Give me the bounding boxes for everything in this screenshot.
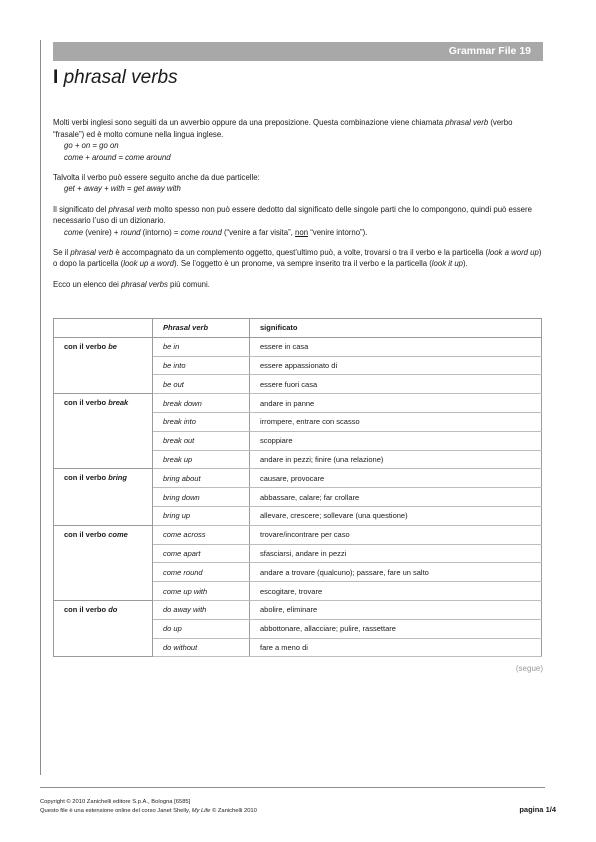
page-number: pagina 1/4 [519,805,556,814]
header-empty-cell [54,319,153,338]
meaning-cell: irrompere, entrare con scasso [250,412,542,431]
phrasal-verb-cell: break out [153,431,250,450]
example-come-round: come (venire) + round (intorno) = come round (“venire a far visita”, non “venire intorno”). [64,227,368,237]
phrasal-verbs-table [53,318,542,657]
phrasal-verb-cell: break down [153,394,250,413]
table-row [54,525,542,544]
phrasal-verb-cell: bring down [153,488,250,507]
meaning-cell: essere appassionato di [250,356,542,375]
meaning-cell: allevare, crescere; sollevare (una questione) [250,506,542,525]
intro-paragraph-1: Molti verbi inglesi sono seguiti da un avverbio oppure da una preposizione. Questa combinazione viene chiamata phrasal verb (verbo “frasale”) ed è molto comune nella lingua inglese. go + on = go on come + around = come around [53,118,513,162]
header-meaning: significato [250,319,542,338]
table-body [54,337,542,657]
phrasal-verb-cell: bring about [153,469,250,488]
footer-rule [40,787,545,788]
phrasal-verb-cell: be into [153,356,250,375]
meaning-cell: andare a trovare (qualcuno); passare, fare un salto [250,563,542,582]
meaning-cell: escogitare, trovare [250,582,542,601]
table-row [54,469,542,488]
meaning-cell: andare in pezzi; finire (una relazione) [250,450,542,469]
phrasal-verb-cell: come across [153,525,250,544]
phrasal-verb-cell: do up [153,619,250,638]
meaning-cell: abbottonare, allacciare; pulire, rassettare [250,619,542,638]
copyright-line: Copyright © 2010 Zanichelli editore S.p.A., Bologna [6585] [40,799,191,805]
course-line: Questo file è una estensione online del corso Janet Shelly, My Life © Zanichelli 2010 [40,807,257,814]
meaning-cell: andare in panne [250,394,542,413]
phrasal-verb-cell: break into [153,412,250,431]
meaning-cell: causare, provocare [250,469,542,488]
intro-paragraph-5: Ecco un elenco dei phrasal verbs più comuni. [53,279,210,289]
verb-group-label: con il verbo bring [54,469,153,525]
phrasal-verb-cell: bring up [153,506,250,525]
example-come-around: come + around = come around [64,152,171,162]
verb-group-label: con il verbo break [54,394,153,469]
phrasal-verb-cell: break up [153,450,250,469]
intro-text [53,117,545,299]
verb-group-label: con il verbo come [54,525,153,600]
phrasal-verb-cell: do without [153,638,250,657]
phrasal-verb-cell: come round [153,563,250,582]
meaning-cell: abolire, eliminare [250,600,542,619]
meaning-cell: essere in casa [250,337,542,356]
meaning-cell: abbassare, calare; far crollare [250,488,542,507]
example-get-away-with: get + away + with = get away with [64,184,181,194]
page-title [53,66,178,90]
phrasal-verb-cell: do away with [153,600,250,619]
meaning-cell: fare a meno di [250,638,542,657]
intro-paragraph-4: Se il phrasal verb è accompagnato da un complemento oggetto, quest’ultimo può, a volte, trovarsi o tra il verbo e la particella (look a word up) o dopo la particella (look up a word). Se l’oggetto è un pronome, va sempre inserito tra il verbo e la particella (look it up). [53,247,542,269]
verb-group-label: con il verbo be [54,337,153,393]
header-phrasal-verb: Phrasal verb [153,319,250,338]
meaning-cell: sfasciarsi, andare in pezzi [250,544,542,563]
title-prefix: I [53,67,59,88]
meaning-cell: essere fuori casa [250,375,542,394]
table-header-row [54,319,542,338]
example-go-on: go + on = go on [64,141,119,151]
meaning-cell: scoppiare [250,431,542,450]
phrasal-verb-cell: come apart [153,544,250,563]
grammar-file-banner: Grammar File 19 [53,42,543,61]
phrasal-verb-cell: come up with [153,582,250,601]
table-row [54,394,542,413]
verb-group-label: con il verbo do [54,600,153,656]
table-row [54,337,542,356]
phrasal-verb-cell: be out [153,375,250,394]
continued-note: (segue) [515,664,543,673]
title-italic: phrasal verbs [63,67,178,88]
phrasal-verb-cell: be in [153,337,250,356]
intro-paragraph-3: Il significato del phrasal verb molto spesso non può essere dedotto dal significato delle singole parti che lo compongono, quindi può essere necessario l’uso di un dizionario. come (venire) + round (intorno) = come round (“venire a far visita”, non “venire intorno”). [53,204,532,237]
table-row [54,600,542,619]
meaning-cell: trovare/incontrare per caso [250,525,542,544]
intro-paragraph-2: Talvolta il verbo può essere seguito anche da due particelle: get + away + with = get away with [53,172,260,194]
